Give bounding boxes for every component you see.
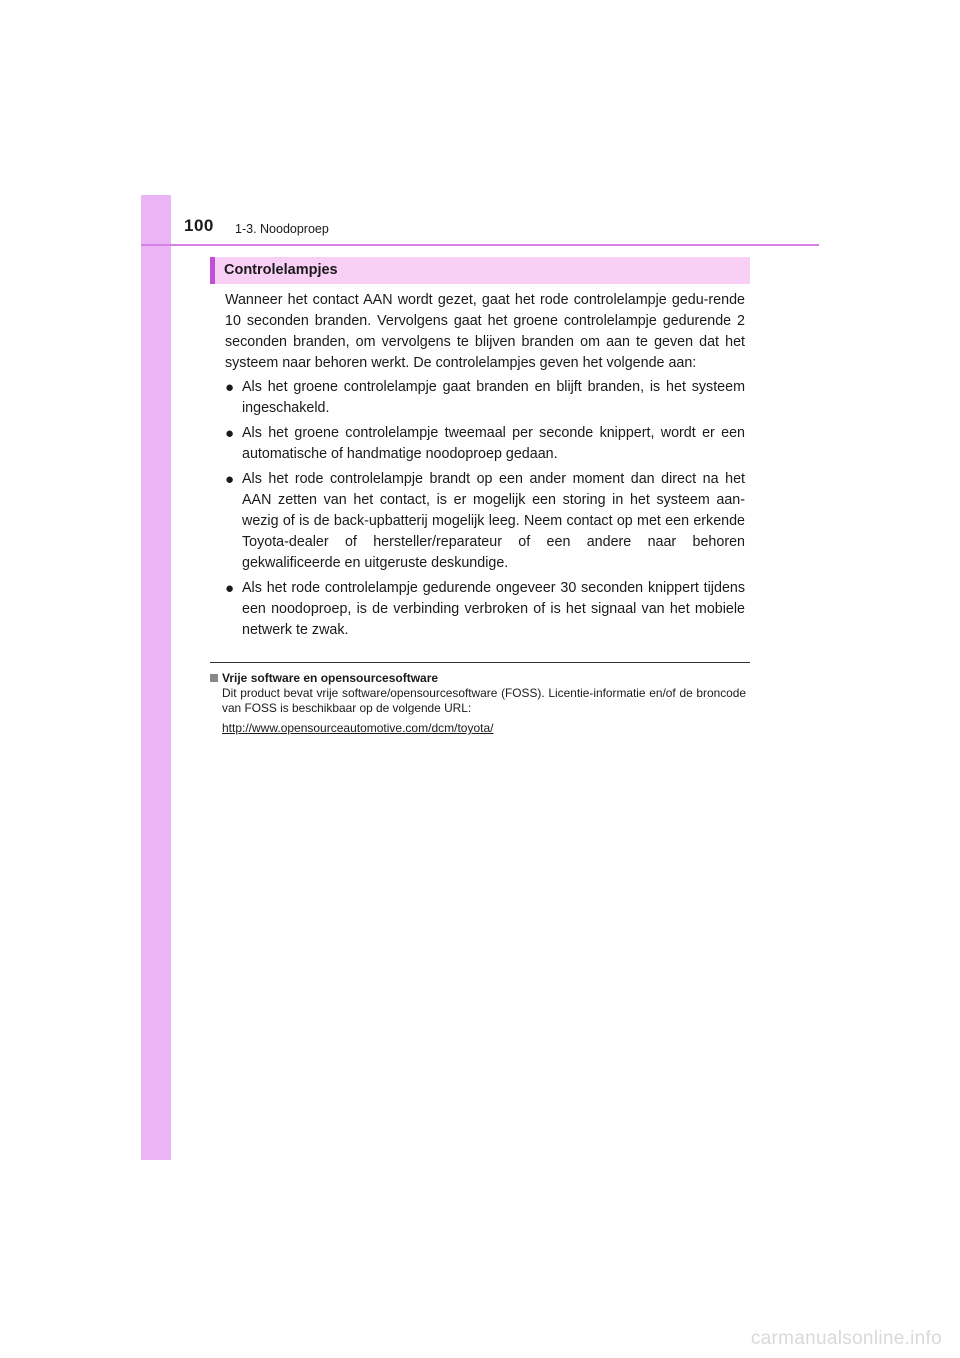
- bullet-text: Als het groene controlelampje gaat branden en blijft branden, is het systeem ingeschakeld.: [242, 379, 745, 416]
- note-divider: [210, 662, 750, 663]
- bullet-icon: ●: [225, 580, 235, 597]
- bullet-icon: ●: [225, 379, 235, 396]
- square-bullet-icon: [210, 674, 218, 682]
- list-item: [225, 578, 745, 641]
- section-header: [210, 257, 750, 284]
- bullet-list: [225, 377, 745, 641]
- section-body: [225, 290, 745, 645]
- section-header-accent: [210, 257, 215, 284]
- list-item: [225, 423, 745, 465]
- foss-url-link[interactable]: http://www.opensourceautomotive.com/dcm/toyota/: [222, 721, 494, 735]
- note-block: [210, 670, 746, 737]
- bullet-text: Als het rode controlelampje brandt op een ander moment dan direct na het AAN zetten van het contact, is er mogelijk een storing in het systeem aan-wezig of is de back-upbatterij mogelijk leeg. Neem contact op met een erkende Toyota-dealer of hersteller/reparateur of een andere naar behoren gekwalificeerde en uitgeruste deskundige.: [242, 471, 745, 571]
- note-heading-text: Vrije software en opensourcesoftware: [222, 671, 439, 685]
- header-divider: [141, 244, 819, 246]
- watermark: carmanualsonline.info: [750, 1328, 942, 1349]
- page-number: 100: [184, 216, 214, 235]
- note-heading: [210, 670, 746, 686]
- intro-paragraph: Wanneer het contact AAN wordt gezet, gaat het rode controlelampje gedu-rende 10 seconden branden. Vervolgens gaat het groene controlelampje gedurende 2 seconden branden, om vervolgens te blijven branden om aan te geven dat het systeem naar behoren werkt. De controlelampjes geven het volgende aan:: [225, 292, 745, 371]
- section-title: Controlelampjes: [224, 262, 338, 278]
- section-breadcrumb: 1-3. Noodoproep: [235, 222, 329, 236]
- bullet-text: Als het groene controlelampje tweemaal per seconde knippert, wordt er een automatische of handmatige noodoproep gedaan.: [242, 425, 745, 462]
- bullet-icon: ●: [225, 425, 235, 442]
- list-item: [225, 377, 745, 419]
- bullet-icon: ●: [225, 471, 235, 488]
- note-text: Dit product bevat vrije software/opensourcesoftware (FOSS). Licentie-informatie en/of de broncode van FOSS is beschikbaar op de volgende URL:: [222, 686, 746, 715]
- list-item: [225, 469, 745, 574]
- bullet-text: Als het rode controlelampje gedurende ongeveer 30 seconden knippert tijdens een noodoproep, is de verbinding verbroken of is het signaal van het mobiele netwerk te zwak.: [242, 580, 745, 638]
- chapter-tab-strip: [141, 195, 171, 1160]
